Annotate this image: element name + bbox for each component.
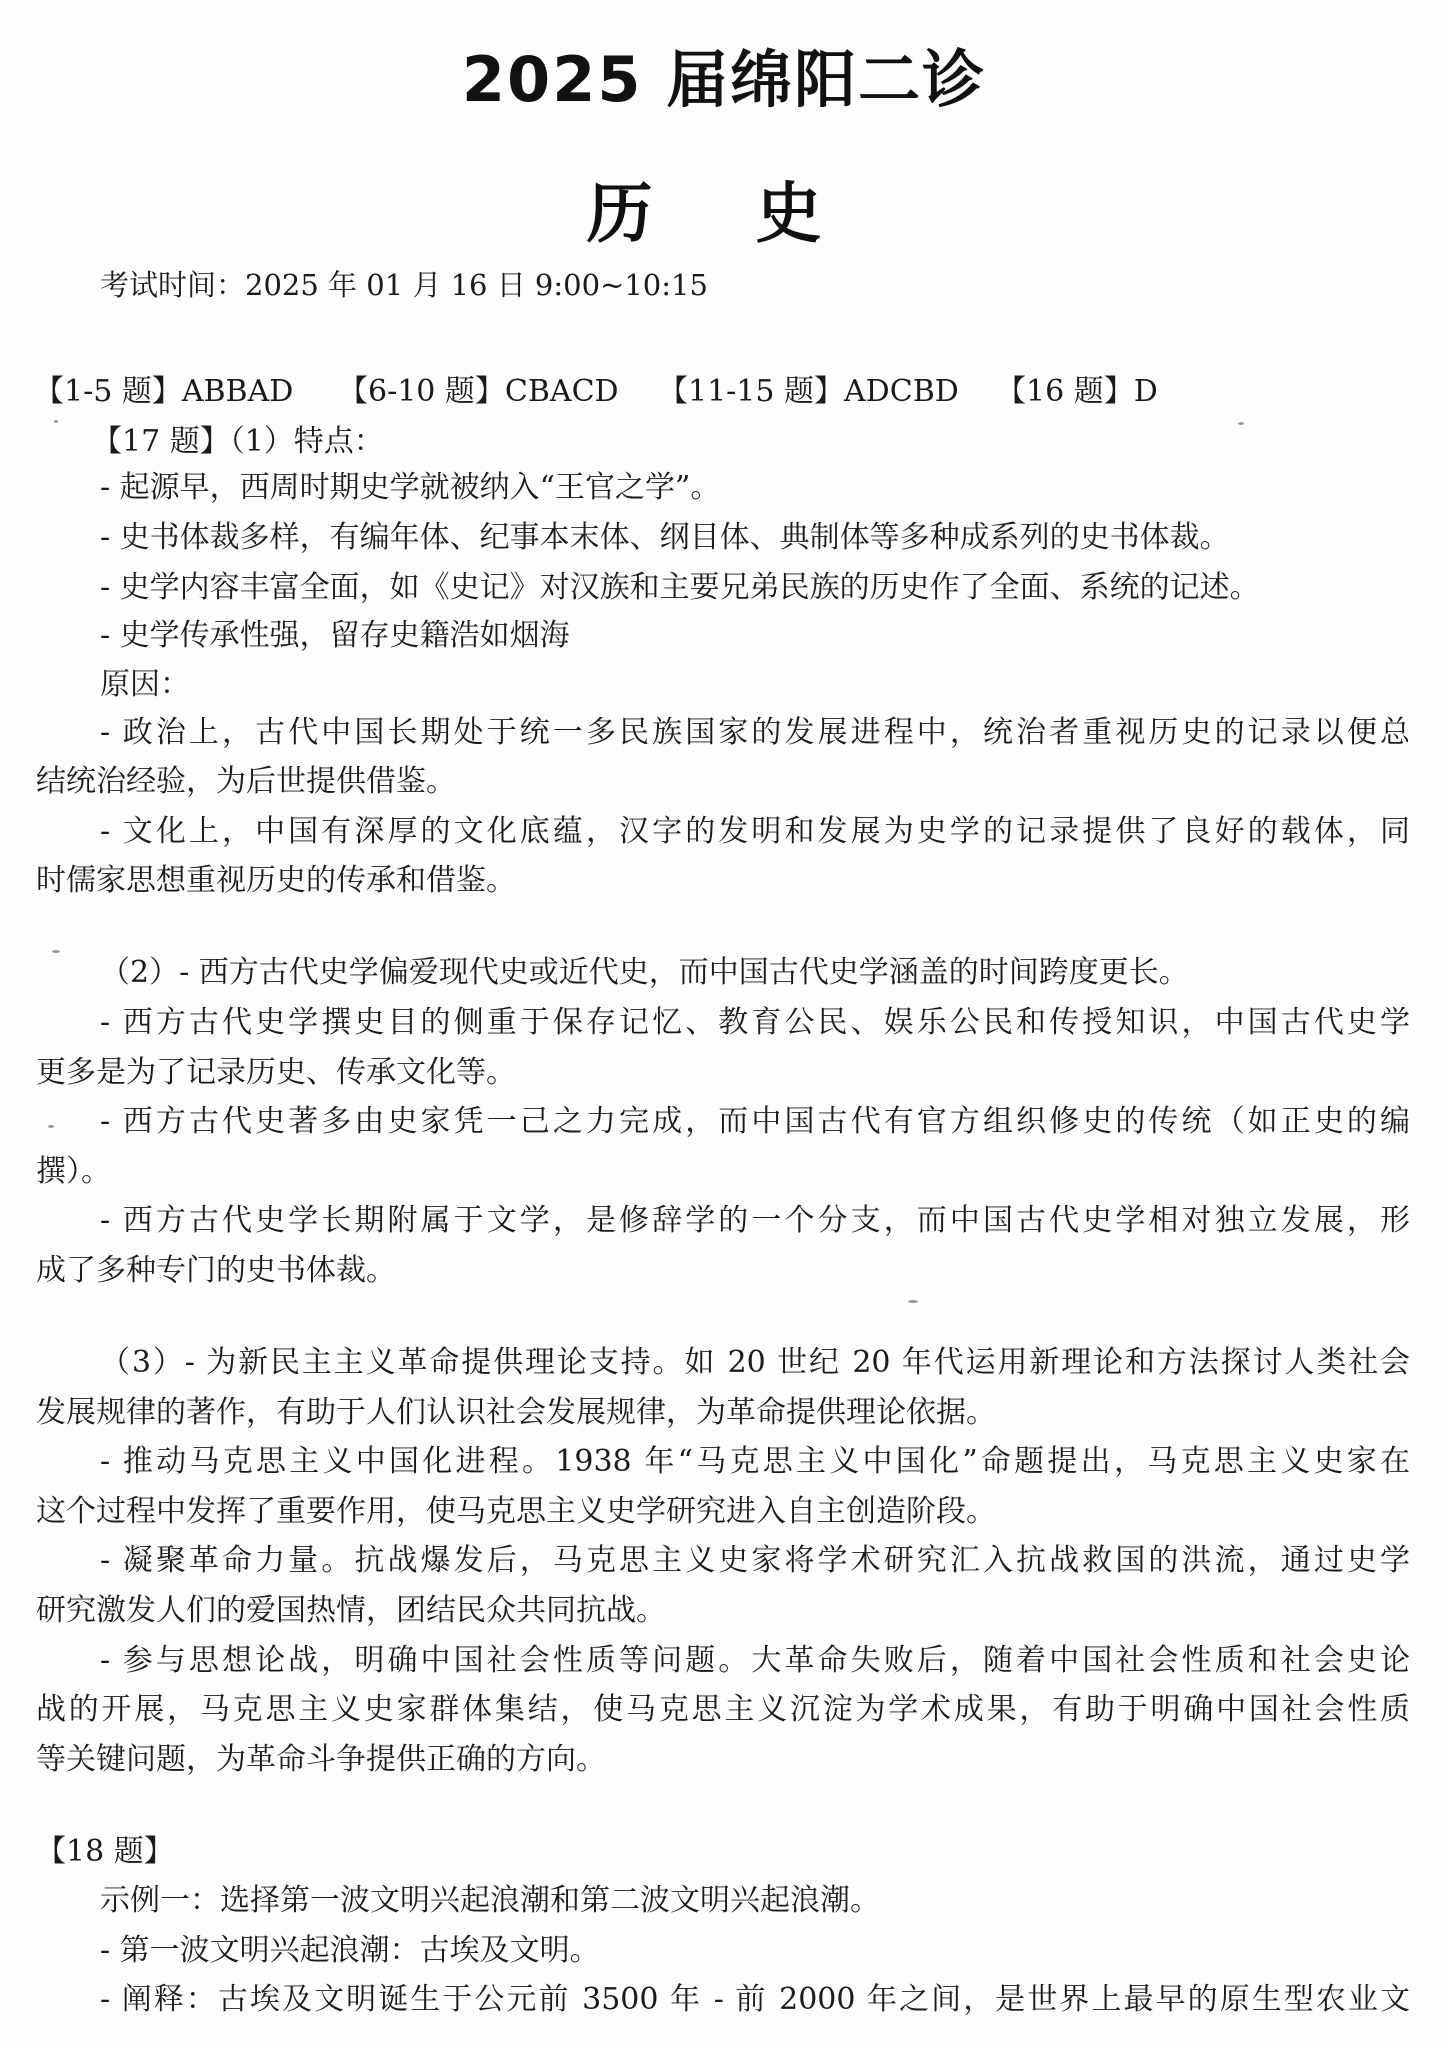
scan-speck <box>52 950 60 953</box>
q18-explain: - 阐释：古埃及文明诞生于公元前 3500 年 - 前 2000 年之间，是世界上最早的原生型农业文 <box>100 1982 1410 2017</box>
document-title: 2025 届绵阳二诊 <box>461 43 987 116</box>
scan-speck <box>54 420 58 423</box>
q18-wave-1: - 第一波文明兴起浪潮：古埃及文明。 <box>100 1933 600 1968</box>
scan-speck <box>48 1125 54 1128</box>
q17-reason-2a: - 文化上，中国有深厚的文化底蕴，汉字的发明和发展为史学的记录提供了良好的载体，同 <box>100 814 1410 849</box>
q17-part3-line-2a: - 推动马克思主义中国化进程。1938 年“马克思主义中国化”命题提出，马克思主义史家在 <box>100 1444 1410 1479</box>
q17-reason-1b: 结统治经验，为后世提供借鉴。 <box>36 764 456 799</box>
q17-part2-line-3b: 撰）。 <box>36 1154 111 1189</box>
q17-part2-line-4a: - 西方古代史学长期附属于文学，是修辞学的一个分支，而中国古代史学相对独立发展，形 <box>100 1203 1410 1238</box>
answer-group-11-15: 【11-15 题】ADCBD <box>658 374 959 409</box>
answer-group-1-5: 【1-5 题】ABBAD <box>34 374 294 409</box>
q17-part2-line-4b: 成了多种专门的史书体裁。 <box>36 1253 396 1288</box>
q17-part3-line-4a: - 参与思想论战，明确中国社会性质等问题。大革命失败后，随着中国社会性质和社会史论 <box>100 1643 1410 1678</box>
q17-feature-3: - 史学内容丰富全面，如《史记》对汉族和主要兄弟民族的历史作了全面、系统的记述。 <box>100 570 1260 605</box>
answer-group-16: 【16 题】D <box>996 374 1158 409</box>
q17-reasons-label: 原因： <box>100 667 190 702</box>
q17-part3-line-3a: - 凝聚革命力量。抗战爆发后，马克思主义史家将学术研究汇入抗战救国的洪流，通过史学 <box>100 1543 1410 1578</box>
q17-part3-line-2b: 这个过程中发挥了重要作用，使马克思主义史学研究进入自主创造阶段。 <box>36 1494 996 1529</box>
q17-part3-line-1b: 发展规律的著作，有助于人们认识社会发展规律，为革命提供理论依据。 <box>36 1395 996 1430</box>
q17-part2-line-2a: - 西方古代史学撰史目的侧重于保存记忆、教育公民、娱乐公民和传授知识，中国古代史学 <box>100 1005 1410 1040</box>
q17-reason-1a: - 政治上，古代中国长期处于统一多民族国家的发展进程中，统治者重视历史的记录以便总 <box>100 715 1410 750</box>
q17-feature-4: - 史学传承性强，留存史籍浩如烟海 <box>100 618 570 653</box>
subject-title: 历 史 <box>586 175 862 252</box>
exam-time: 考试时间：2025 年 01 月 16 日 9:00~10:15 <box>100 268 708 302</box>
q17-part1-heading: 【17 题】（1）特点： <box>92 424 384 459</box>
q17-part3-line-4b: 战的开展，马克思主义史家群体集结，使马克思主义沉淀为学术成果，有助于明确中国社会性质 <box>36 1692 1410 1727</box>
scan-speck <box>908 1300 918 1303</box>
q17-feature-1: - 起源早，西周时期史学就被纳入“王官之学”。 <box>100 470 721 505</box>
q17-reason-2b: 时儒家思想重视历史的传承和借鉴。 <box>36 863 516 898</box>
q17-part2-line-2b: 更多是为了记录历史、传承文化等。 <box>36 1055 516 1090</box>
q17-part3-line-4c: 等关键问题，为革命斗争提供正确的方向。 <box>36 1742 606 1777</box>
q17-part3-line-3b: 研究激发人们的爱国热情，团结民众共同抗战。 <box>36 1593 666 1628</box>
answer-group-6-10: 【6-10 题】CBACD <box>338 374 619 409</box>
scan-speck <box>1238 422 1244 425</box>
q17-part2-line-3a: - 西方古代史著多由史家凭一己之力完成，而中国古代有官方组织修史的传统（如正史的编 <box>100 1104 1410 1139</box>
q18-example: 示例一：选择第一波文明兴起浪潮和第二波文明兴起浪潮。 <box>100 1883 880 1918</box>
q17-part2-line-1: （2）- 西方古代史学偏爱现代史或近代史，而中国古代史学涵盖的时间跨度更长。 <box>100 955 1189 990</box>
q17-feature-2: - 史书体裁多样，有编年体、纪事本末体、纲目体、典制体等多种成系列的史书体裁。 <box>100 520 1230 555</box>
q17-part3-line-1a: （3）- 为新民主主义革命提供理论支持。如 20 世纪 20 年代运用新理论和方法探讨人类社会 <box>100 1345 1410 1380</box>
q18-heading: 【18 题】 <box>36 1834 174 1869</box>
